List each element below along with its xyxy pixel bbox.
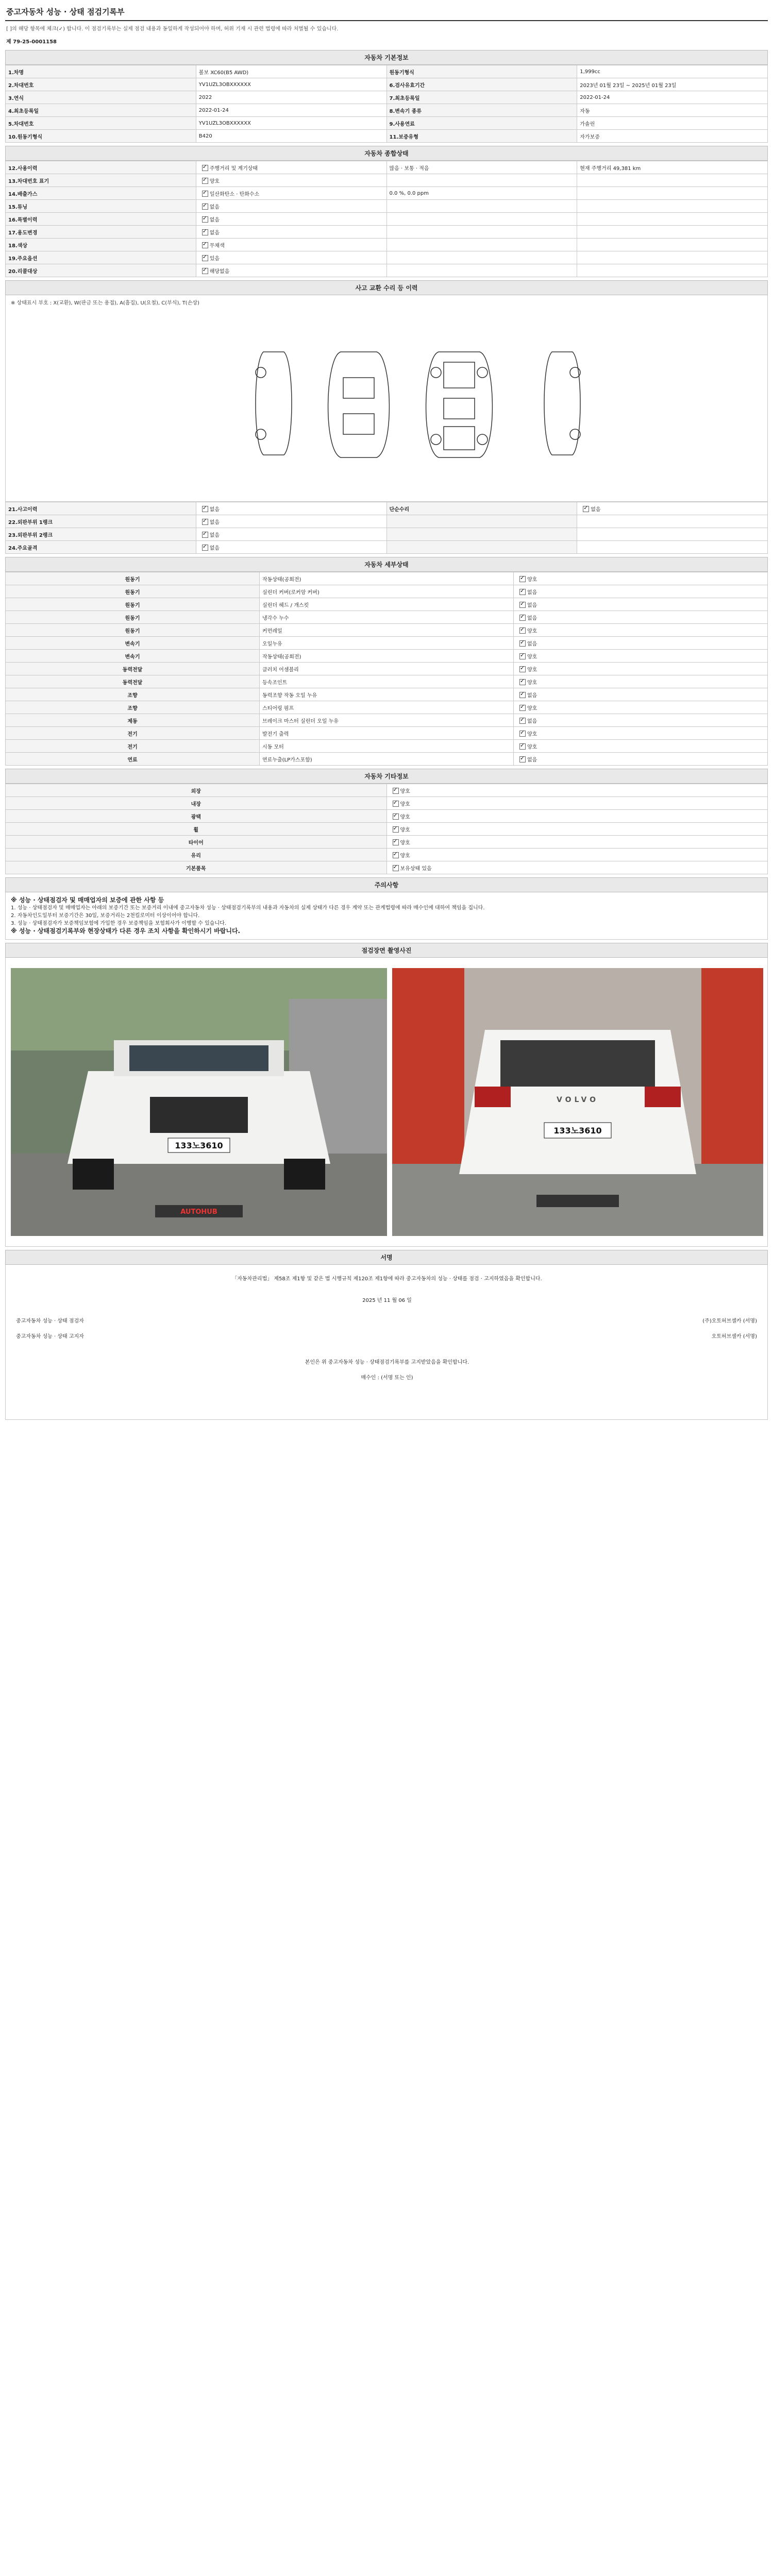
checkbox-icon	[202, 255, 208, 261]
section-notes: 주의사항	[5, 877, 768, 892]
detail-category: 원동기	[6, 585, 260, 598]
detail-item: 작동상태(공회전)	[260, 572, 514, 585]
section-photos: 점검장면 촬영사진	[5, 943, 768, 958]
checkbox-icon	[202, 519, 208, 525]
detail-category: 변속기	[6, 637, 260, 650]
checkbox-icon	[519, 692, 526, 698]
notes-line: 1. 성능 · 상태점검자 및 매매업자는 아래의 보증기간 또는 보증거리 이내에 중고자동차 성능 · 상태점검기록부의 내용과 자동차의 실제 상태가 다른 경우 계약 또는 관계법령에 따라 매수인에 대하여 책임을 집니다.	[11, 905, 485, 911]
table-row	[6, 541, 768, 554]
section-basic-info: 자동차 기본정보	[5, 50, 768, 65]
detail-category: 동력전달	[6, 675, 260, 688]
detail-category: 제동	[6, 714, 260, 727]
front-plate-text: 133노3610	[175, 1141, 223, 1150]
field-label: 23.외판부위 2랭크	[6, 528, 196, 541]
section-overall-status: 자동차 종합상태	[5, 146, 768, 161]
detail-status: ✓ 없음	[514, 637, 768, 650]
other-status: ✓ 양호	[386, 836, 768, 849]
field-label	[386, 528, 577, 541]
other-status: ✓ 양호	[386, 849, 768, 861]
section-detail-status: 자동차 세부상태	[5, 557, 768, 572]
status-value	[577, 528, 768, 541]
detail-category: 조향	[6, 688, 260, 701]
detail-category: 원동기	[6, 611, 260, 624]
status-value: ✓ 있음	[196, 251, 386, 264]
table-row	[6, 701, 768, 714]
status-value: ✓ 없음	[196, 200, 386, 213]
field-value: 볼보 XC60(B5 AWD)	[196, 65, 386, 78]
other-item: 타이어	[6, 836, 387, 849]
other-item: 광택	[6, 810, 387, 823]
detail-item: 작동상태(공회전)	[260, 650, 514, 663]
field-label: 13.차대번호 표기	[6, 174, 196, 187]
field-value	[386, 251, 577, 264]
checkbox-icon	[393, 788, 399, 794]
detail-category: 변속기	[6, 650, 260, 663]
section-damage-history: 사고 교환 수리 등 이력	[5, 280, 768, 295]
detail-item: 시동 모터	[260, 740, 514, 753]
detail-item: 브레이크 마스터 실린더 오일 누유	[260, 714, 514, 727]
field-label	[386, 515, 577, 528]
table-row	[6, 78, 768, 91]
table-row	[6, 714, 768, 727]
checkbox-icon	[393, 814, 399, 820]
detail-item: 실린더 커버(로커암 커버)	[260, 585, 514, 598]
detail-status: ✓ 양호	[514, 740, 768, 753]
damage-legend: ※ 상태표시 부호 : X(교환), W(판금 또는 용접), A(흠집), U(요철), C(부식), T(손상)	[11, 300, 199, 306]
detail-item: 실린더 헤드 / 개스킷	[260, 598, 514, 611]
table-row	[6, 117, 768, 130]
status-value: ✓ 주행거리 및 계기상태	[196, 161, 386, 174]
buyer-line: 매수인 : (서명 또는 인)	[361, 1375, 413, 1381]
checkbox-icon	[202, 506, 208, 512]
checkbox-icon	[202, 532, 208, 538]
field-value: 0.0 %, 0.0 ppm	[386, 187, 577, 200]
field-label: 24.주요골격	[6, 541, 196, 554]
detail-category: 조향	[6, 701, 260, 714]
detail-category: 전기	[6, 727, 260, 740]
table-row	[6, 727, 768, 740]
detail-status: ✓ 없음	[514, 688, 768, 701]
table-row	[6, 200, 768, 213]
status-value: ✓ 무채색	[196, 239, 386, 251]
field-label: 1.차명	[6, 65, 196, 78]
notes-block	[5, 892, 768, 940]
table-row	[6, 797, 768, 810]
field-value: 1,999cc	[577, 65, 768, 78]
detail-item: 오일누유	[260, 637, 514, 650]
checkbox-icon	[393, 801, 399, 807]
field-value: 자동	[577, 104, 768, 117]
field-value: 2022-01-24	[196, 104, 386, 117]
field-value	[577, 200, 768, 213]
detail-category: 전기	[6, 740, 260, 753]
detail-status: ✓ 없음	[514, 714, 768, 727]
checkbox-icon	[202, 268, 208, 274]
damage-table	[5, 502, 768, 554]
table-row	[6, 675, 768, 688]
checkbox-icon	[202, 242, 208, 248]
checkbox-icon	[202, 545, 208, 551]
section-signature: 서명	[5, 1250, 768, 1265]
detail-status: ✓ 양호	[514, 572, 768, 585]
other-info-table	[5, 784, 768, 874]
basic-info-table	[5, 65, 768, 143]
detail-status: ✓ 양호	[514, 663, 768, 675]
table-row	[6, 161, 768, 174]
other-item: 내장	[6, 797, 387, 810]
checkbox-icon	[519, 602, 526, 608]
detail-category: 원동기	[6, 572, 260, 585]
status-value: ✓ 해당없음	[196, 264, 386, 277]
detail-item: 클러치 어셈블리	[260, 663, 514, 675]
detail-status: ✓ 없음	[514, 611, 768, 624]
field-label: 20.리콜대상	[6, 264, 196, 277]
table-row	[6, 528, 768, 541]
other-item: 휠	[6, 823, 387, 836]
detail-item: 스티어링 펌프	[260, 701, 514, 714]
detail-item: 냉각수 누수	[260, 611, 514, 624]
detail-status: ✓ 양호	[514, 727, 768, 740]
sign-date: 2025 년 11 월 06 일	[362, 1298, 412, 1303]
field-value	[386, 213, 577, 226]
front-photo	[11, 968, 387, 1236]
field-label: 원동기형식	[386, 65, 577, 78]
field-value: YV1UZL3OBXXXXXX	[196, 117, 386, 130]
table-row	[6, 130, 768, 143]
detail-status: ✓ 없음	[514, 753, 768, 766]
status-value	[577, 541, 768, 554]
detail-status: ✓ 양호	[514, 650, 768, 663]
field-value	[386, 264, 577, 277]
field-value	[577, 239, 768, 251]
field-value	[577, 187, 768, 200]
detail-category: 연료	[6, 753, 260, 766]
field-value: 2023년 01월 23일 ~ 2025년 01월 23일	[577, 78, 768, 91]
brand-text: VOLVO	[557, 1096, 599, 1104]
photo-area	[5, 958, 768, 1247]
field-value: 현재 주행거리 49,381 km	[577, 161, 768, 174]
table-row	[6, 91, 768, 104]
detail-status-table	[5, 572, 768, 766]
field-label: 15.튜닝	[6, 200, 196, 213]
table-row	[6, 810, 768, 823]
checkbox-icon	[519, 589, 526, 595]
detail-item: 커먼레일	[260, 624, 514, 637]
checkbox-icon	[202, 191, 208, 197]
field-label: 7.최초등록일	[386, 91, 577, 104]
notes-heading: ※ 성능 · 상태점검자 및 매매업자의 보증에 관한 사항 등	[11, 896, 164, 904]
field-value	[386, 174, 577, 187]
table-row	[6, 611, 768, 624]
field-label: 16.특별이력	[6, 213, 196, 226]
status-value: ✓ 없음	[196, 515, 386, 528]
field-label: 19.주요옵션	[6, 251, 196, 264]
field-value: YV1UZL3OBXXXXXX	[196, 78, 386, 91]
field-value: 2022	[196, 91, 386, 104]
status-value	[577, 515, 768, 528]
field-label: 22.외판부위 1랭크	[6, 515, 196, 528]
table-row	[6, 65, 768, 78]
field-label: 5.차대번호	[6, 117, 196, 130]
status-value: ✓ 없음	[196, 213, 386, 226]
status-value: ✓ 없음	[577, 502, 768, 515]
other-status: ✓ 양호	[386, 810, 768, 823]
inspector-name: (주)오토허브셀카 (서명)	[702, 1318, 757, 1324]
checkbox-icon	[519, 679, 526, 685]
checkbox-icon	[202, 165, 208, 171]
table-row	[6, 663, 768, 675]
field-label: 8.변속기 종류	[386, 104, 577, 117]
detail-status: ✓ 없음	[514, 585, 768, 598]
table-row	[6, 264, 768, 277]
field-value	[577, 226, 768, 239]
document-number: 제 79-25-0001158	[6, 39, 57, 45]
detail-category: 원동기	[6, 624, 260, 637]
field-value: 가솔린	[577, 117, 768, 130]
field-value	[577, 174, 768, 187]
field-label: 2.차대번호	[6, 78, 196, 91]
table-row	[6, 849, 768, 861]
field-value	[386, 239, 577, 251]
detail-status: ✓ 양호	[514, 701, 768, 714]
field-label: 11.보증유형	[386, 130, 577, 143]
field-label: 3.연식	[6, 91, 196, 104]
checkbox-icon	[519, 576, 526, 582]
table-row	[6, 585, 768, 598]
field-value	[577, 264, 768, 277]
field-label: 12.사용이력	[6, 161, 196, 174]
other-status: ✓ 양호	[386, 784, 768, 797]
checkbox-icon	[519, 705, 526, 711]
status-value: ✓ 일산화탄소 · 탄화수소	[196, 187, 386, 200]
inspection-record-page	[5, 0, 768, 1420]
field-value: 자가보증	[577, 130, 768, 143]
checkbox-icon	[519, 615, 526, 621]
field-label: 17.용도변경	[6, 226, 196, 239]
detail-item: 동력조향 작동 오일 누유	[260, 688, 514, 701]
detail-category: 원동기	[6, 598, 260, 611]
overall-status-table	[5, 161, 768, 277]
detail-item: 발전기 출력	[260, 727, 514, 740]
detail-item: 연료누출(LP가스포함)	[260, 753, 514, 766]
table-row	[6, 637, 768, 650]
table-row	[6, 784, 768, 797]
table-row	[6, 753, 768, 766]
checkbox-icon	[202, 216, 208, 223]
car-diagram	[5, 295, 768, 502]
document-notice: [ ]의 해당 항목에 체크(✓) 합니다. 이 점검기록부는 실제 점검 내용과 동일하게 작성되어야 하며, 허위 기재 시 관련 법령에 따라 처벌될 수 있습니다.	[6, 26, 339, 32]
inspector-label: 중고자동차 성능 · 상태 점검자	[16, 1318, 84, 1324]
table-row	[6, 174, 768, 187]
field-value: 많음 · 보통 · 적음	[386, 161, 577, 174]
checkbox-icon	[519, 731, 526, 737]
checkbox-icon	[393, 826, 399, 833]
table-row	[6, 823, 768, 836]
field-label	[386, 541, 577, 554]
status-value: ✓ 양호	[196, 174, 386, 187]
buyer-confirm: 본인은 위 중고자동차 성능 · 상태점검기록부를 고지받았음을 확인합니다.	[305, 1360, 469, 1365]
status-value: ✓ 없음	[196, 226, 386, 239]
status-value: ✓ 없음	[196, 502, 386, 515]
car-outline-diagram	[232, 342, 603, 465]
hub-logo-text: AUTOHUB	[180, 1208, 217, 1216]
rear-plate-text: 133노3610	[553, 1126, 602, 1136]
checkbox-icon	[202, 229, 208, 235]
sign-statement: 「자동차관리법」 제58조 제1항 및 같은 법 시행규칙 제120조 제1항에 따라 중고자동차의 성능 · 상태를 점검 · 고지하였음을 확인합니다.	[232, 1276, 542, 1282]
checkbox-icon	[519, 653, 526, 659]
checkbox-icon	[393, 839, 399, 845]
detail-category: 동력전달	[6, 663, 260, 675]
checkbox-icon	[202, 178, 208, 184]
detail-status: ✓ 양호	[514, 624, 768, 637]
table-row	[6, 515, 768, 528]
car-top-icon	[328, 352, 390, 457]
field-label: 4.최초등록일	[6, 104, 196, 117]
table-row	[6, 239, 768, 251]
field-label: 9.사용연료	[386, 117, 577, 130]
field-value	[386, 226, 577, 239]
other-item: 기본품목	[6, 861, 387, 874]
detail-status: ✓ 양호	[514, 675, 768, 688]
field-label: 10.원동기형식	[6, 130, 196, 143]
table-row	[6, 226, 768, 239]
notes-line: 2. 자동차인도일부터 보증기간은 30일, 보증거리는 2천킬로미터 이상이어야 합니다.	[11, 913, 200, 919]
field-value: B420	[196, 130, 386, 143]
other-status: ✓ 양호	[386, 797, 768, 810]
notes-line: 3. 성능 · 상태점검자가 보증책임보험에 가입한 경우 보증책임을 보험회사가 이행할 수 있습니다.	[11, 921, 226, 926]
field-label: 18.색상	[6, 239, 196, 251]
notes-footer: ※ 성능 · 상태점검기록부와 현장상태가 다른 경우 조치 사항을 확인하시기 바랍니다.	[11, 927, 241, 935]
table-row	[6, 688, 768, 701]
checkbox-icon	[519, 628, 526, 634]
table-row	[6, 861, 768, 874]
document-title: 중고자동차 성능 · 상태 점검기록부	[5, 4, 768, 21]
checkbox-icon	[519, 718, 526, 724]
section-other-info: 자동차 기타정보	[5, 769, 768, 784]
field-label: 6.검사유효기간	[386, 78, 577, 91]
field-value	[577, 251, 768, 264]
checkbox-icon	[583, 506, 589, 512]
table-row	[6, 624, 768, 637]
field-label: 14.배출가스	[6, 187, 196, 200]
checkbox-icon	[393, 865, 399, 871]
table-row	[6, 502, 768, 515]
field-value	[577, 213, 768, 226]
table-row	[6, 836, 768, 849]
checkbox-icon	[519, 743, 526, 750]
detail-item: 등속조인트	[260, 675, 514, 688]
status-value: ✓ 없음	[196, 528, 386, 541]
field-label: 21.사고이력	[6, 502, 196, 515]
field-value	[386, 200, 577, 213]
checkbox-icon	[519, 640, 526, 647]
table-row	[6, 187, 768, 200]
field-value: 2022-01-24	[577, 91, 768, 104]
other-item: 유리	[6, 849, 387, 861]
seller-label: 중고자동차 성능 · 상태 고지자	[16, 1334, 84, 1340]
table-row	[6, 598, 768, 611]
checkbox-icon	[519, 756, 526, 762]
table-row	[6, 213, 768, 226]
other-status: ✓ 양호	[386, 823, 768, 836]
table-row	[6, 572, 768, 585]
other-status: ✓ 보유상태 있음	[386, 861, 768, 874]
signature-block	[5, 1265, 768, 1420]
detail-status: ✓ 없음	[514, 598, 768, 611]
checkbox-icon	[202, 204, 208, 210]
table-row	[6, 251, 768, 264]
seller-name: 오토허브셀카 (서명)	[711, 1334, 757, 1340]
status-value: ✓ 없음	[196, 541, 386, 554]
field-label: 단순수리	[386, 502, 577, 515]
table-row	[6, 650, 768, 663]
table-row	[6, 104, 768, 117]
other-item: 외장	[6, 784, 387, 797]
rear-photo	[392, 968, 768, 1236]
checkbox-icon	[393, 852, 399, 858]
table-row	[6, 740, 768, 753]
checkbox-icon	[519, 666, 526, 672]
